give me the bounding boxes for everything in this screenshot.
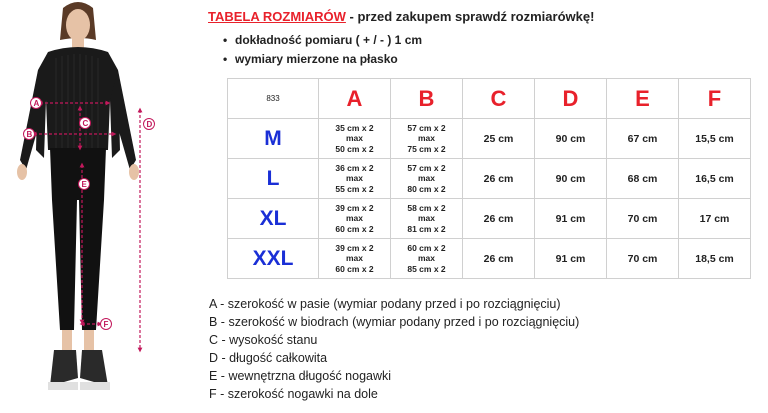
table-row — [228, 159, 751, 199]
legend-item-a: A - szerokość w pasie (wymiar podany przed i po rozciągnięciu) — [209, 297, 561, 311]
cell-d: 91 cm — [535, 239, 607, 279]
column-header-b: B — [391, 79, 463, 119]
cell-c: 26 cm — [463, 199, 535, 239]
cell-c: 25 cm — [463, 119, 535, 159]
title-highlight: TABELA ROZMIARÓW — [208, 9, 346, 24]
marker-b — [24, 129, 35, 140]
svg-text:B: B — [26, 130, 33, 139]
leggings — [50, 148, 106, 330]
legend-item-f: F - szerokość nogawki na dole — [209, 387, 378, 401]
model-figure — [0, 0, 190, 413]
size-table — [227, 78, 751, 279]
left-hand — [17, 164, 27, 180]
cell-c: 26 cm — [463, 159, 535, 199]
cell-b: 58 cm x 2 max 81 cm x 2 — [391, 199, 463, 239]
size-label: XXL — [228, 239, 319, 279]
cell-d: 90 cm — [535, 119, 607, 159]
size-label: M — [228, 119, 319, 159]
legend-item-b: B - szerokość w biodrach (wymiar podany przed i po rozciągnięciu) — [209, 315, 580, 329]
cell-b: 57 cm x 2 max 75 cm x 2 — [391, 119, 463, 159]
marker-d — [144, 119, 155, 130]
page-title — [208, 9, 594, 24]
cell-a: 39 cm x 2 max 60 cm x 2 — [319, 199, 391, 239]
legend-item-e: E - wewnętrzna długość nogawki — [209, 369, 392, 383]
right-shoe — [80, 350, 108, 386]
size-label: XL — [228, 199, 319, 239]
cell-e: 67 cm — [607, 119, 679, 159]
legend-item-d: D - długość całkowita — [209, 351, 328, 365]
cell-d: 90 cm — [535, 159, 607, 199]
cell-a: 36 cm x 2 max 55 cm x 2 — [319, 159, 391, 199]
marker-c — [80, 118, 91, 129]
column-header-c: C — [463, 79, 535, 119]
cell-a: 35 cm x 2 max 50 cm x 2 — [319, 119, 391, 159]
svg-text:F: F — [103, 320, 109, 329]
column-header-d: D — [535, 79, 607, 119]
marker-a — [31, 98, 42, 109]
cell-c: 26 cm — [463, 239, 535, 279]
svg-text:C: C — [82, 119, 89, 128]
svg-text:E: E — [81, 180, 87, 189]
note-item: • wymiary mierzone na płasko — [223, 50, 422, 69]
column-header-f: F — [679, 79, 751, 119]
cell-e: 70 cm — [607, 199, 679, 239]
table-row — [228, 119, 751, 159]
cell-f: 18,5 cm — [679, 239, 751, 279]
cell-e: 70 cm — [607, 239, 679, 279]
cell-f: 17 cm — [679, 199, 751, 239]
left-shoe — [50, 350, 78, 386]
column-header-e: E — [607, 79, 679, 119]
svg-text:D: D — [146, 120, 153, 129]
cell-f: 16,5 cm — [679, 159, 751, 199]
svg-text:A: A — [33, 99, 40, 108]
table-row — [228, 199, 751, 239]
column-header-a: A — [319, 79, 391, 119]
cell-d: 91 cm — [535, 199, 607, 239]
legend-item-c: C - wysokość stanu — [209, 333, 318, 347]
notes-list — [223, 31, 422, 69]
right-hand — [129, 164, 139, 180]
cell-e: 68 cm — [607, 159, 679, 199]
cell-a: 39 cm x 2 max 60 cm x 2 — [319, 239, 391, 279]
cell-f: 15,5 cm — [679, 119, 751, 159]
size-label: L — [228, 159, 319, 199]
neck — [72, 38, 84, 48]
title-rest: - przed zakupem sprawdź rozmiarówkę! — [345, 9, 595, 24]
cell-b: 57 cm x 2 max 80 cm x 2 — [391, 159, 463, 199]
measurement-legend — [209, 295, 579, 403]
product-code: 833 — [228, 79, 319, 119]
marker-e — [79, 179, 90, 190]
table-header-row — [228, 79, 751, 119]
table-row — [228, 239, 751, 279]
cell-b: 60 cm x 2 max 85 cm x 2 — [391, 239, 463, 279]
head — [66, 9, 90, 41]
marker-f — [101, 319, 112, 330]
model-illustration — [0, 0, 190, 413]
note-item: • dokładność pomiaru ( + / - ) 1 cm — [223, 31, 422, 50]
